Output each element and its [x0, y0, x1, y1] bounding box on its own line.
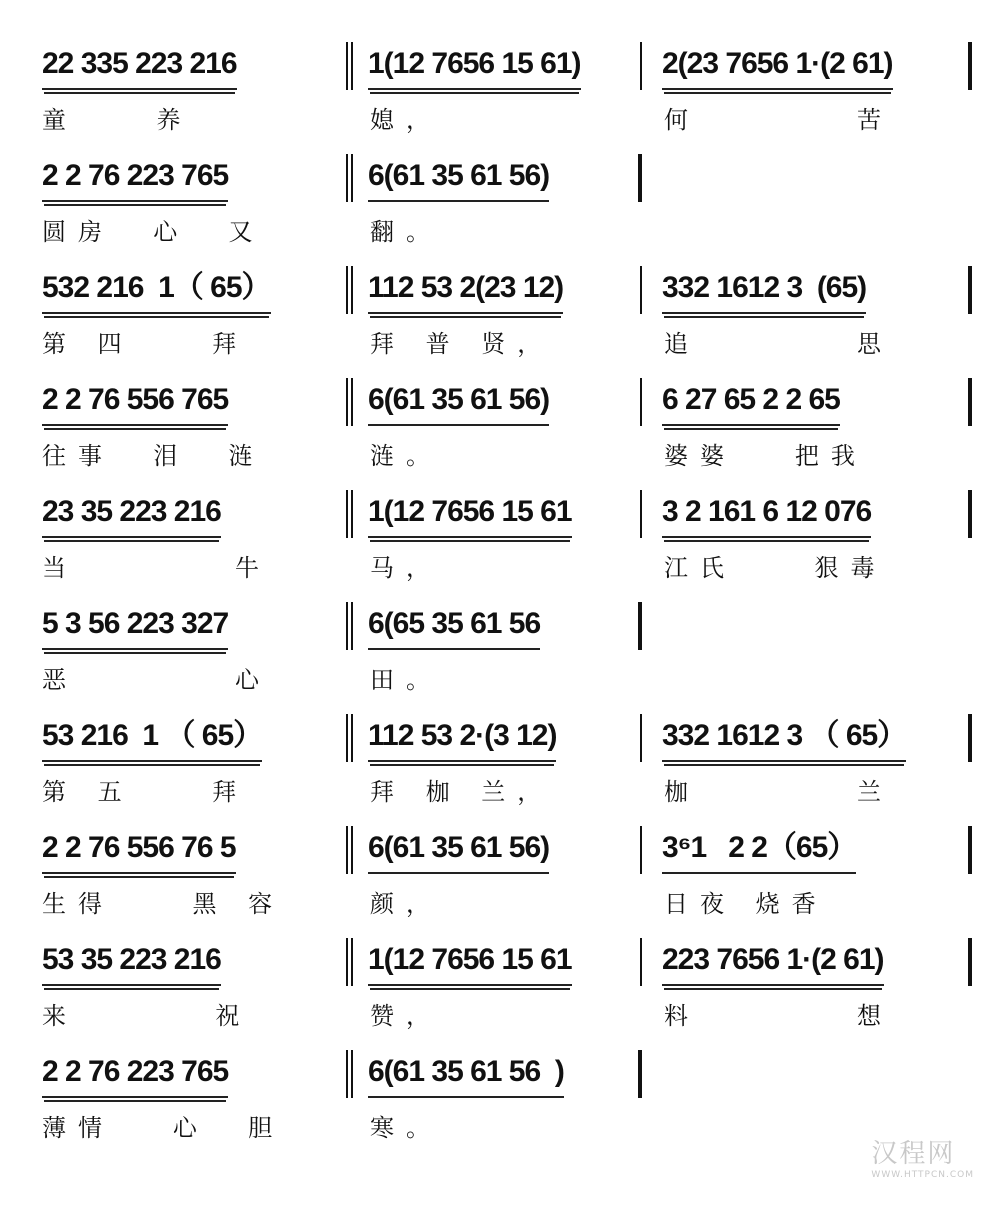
measure-group: 332 1612 3 （ 65）: [662, 712, 906, 762]
measure-group: 53 216 1 （ 65）: [42, 712, 262, 762]
lyrics-line: [0, 1108, 1000, 1148]
measure-group: 23 35 223 216: [42, 488, 221, 538]
lyric-text: 往事 泪 涟: [42, 442, 265, 470]
barline: [346, 490, 348, 538]
lyric-text: 第 四 拜: [42, 330, 249, 358]
end-barline: [968, 490, 972, 538]
measure-group: 2 2 76 556 765: [42, 376, 228, 426]
notation-line: [0, 486, 1000, 548]
lyric-text: 拜 普 贤，: [370, 330, 554, 358]
lyric-text: 田。: [370, 666, 442, 694]
measure-group: 6(61 35 61 56): [368, 824, 549, 874]
lyrics-line: [0, 660, 1000, 700]
score-row: [0, 150, 1000, 262]
score-row: [0, 1046, 1000, 1158]
barline: [346, 1050, 348, 1098]
notation-line: [0, 150, 1000, 212]
end-barline: [968, 378, 972, 426]
barline: [640, 826, 642, 874]
lyric-text: 来 祝: [42, 1002, 252, 1030]
lyric-text: 追 思: [664, 330, 894, 358]
notation-line: [0, 38, 1000, 100]
measure-group: 22 335 223 216: [42, 40, 237, 90]
notation-line: [0, 598, 1000, 660]
notation-line: [0, 710, 1000, 772]
lyric-text: 赞，: [370, 1002, 442, 1030]
notation-line: [0, 374, 1000, 436]
measure-group: 6(61 35 61 56 ): [368, 1048, 564, 1098]
score-row: [0, 486, 1000, 598]
barline: [640, 938, 642, 986]
lyric-text: 马，: [370, 554, 442, 582]
notation-line: [0, 262, 1000, 324]
barline: [351, 1050, 353, 1098]
barline: [346, 714, 348, 762]
lyric-text: 翻。: [370, 218, 442, 246]
measure-group: 532 216 1（ 65）: [42, 264, 271, 314]
barline: [351, 42, 353, 90]
barline: [346, 826, 348, 874]
lyrics-line: [0, 884, 1000, 924]
measure-group: 6(65 35 61 56: [368, 600, 540, 650]
barline: [346, 602, 348, 650]
end-barline: [968, 42, 972, 90]
measure-group: 6(61 35 61 56): [368, 152, 549, 202]
score-row: [0, 598, 1000, 710]
lyric-text: 何 苦: [664, 106, 894, 134]
lyric-text: 媳，: [370, 106, 442, 134]
watermark-url: WWW.HTTPCN.COM: [871, 1170, 974, 1180]
end-barline: [638, 1050, 642, 1098]
notation-line: [0, 1046, 1000, 1108]
score-row: [0, 374, 1000, 486]
measure-group: 1(12 7656 15 61: [368, 936, 572, 986]
end-barline: [968, 714, 972, 762]
lyric-text: 童 养: [42, 106, 193, 134]
lyric-text: 圆房 心 又: [42, 218, 265, 246]
end-barline: [968, 938, 972, 986]
lyric-text: 涟。: [370, 442, 442, 470]
measure-group: 2(23 7656 1·(2 61): [662, 40, 893, 90]
measure-group: 2 2 76 223 765: [42, 1048, 228, 1098]
barline: [346, 154, 348, 202]
lyrics-line: [0, 548, 1000, 588]
barline: [640, 714, 642, 762]
score-row: [0, 934, 1000, 1046]
barline: [351, 938, 353, 986]
score-row: [0, 822, 1000, 934]
lyrics-line: [0, 772, 1000, 812]
lyrics-line: [0, 324, 1000, 364]
barline: [640, 266, 642, 314]
barline: [351, 378, 353, 426]
barline: [640, 378, 642, 426]
barline: [640, 490, 642, 538]
measure-group: 3⁶1 2 2（65）: [662, 824, 856, 874]
barline: [351, 826, 353, 874]
measure-group: 112 53 2·(3 12): [368, 712, 556, 762]
measure-group: 6(61 35 61 56): [368, 376, 549, 426]
lyrics-line: [0, 100, 1000, 140]
lyric-text: 拜 枷 兰，: [370, 778, 554, 806]
barline: [640, 42, 642, 90]
measure-group: 112 53 2(23 12): [368, 264, 563, 314]
notation-line: [0, 822, 1000, 884]
lyric-text: 当 牛: [42, 554, 272, 582]
barline: [351, 602, 353, 650]
measure-group: 332 1612 3 (65): [662, 264, 866, 314]
lyric-text: 颜，: [370, 890, 442, 918]
measure-group: 3 2 161 6 12 076: [662, 488, 871, 538]
lyric-text: 日夜 烧香: [664, 890, 828, 918]
lyrics-line: [0, 436, 1000, 476]
measure-group: 1(12 7656 15 61: [368, 488, 572, 538]
lyrics-line: [0, 996, 1000, 1036]
barline: [351, 154, 353, 202]
barline: [346, 42, 348, 90]
lyric-text: 料 想: [664, 1002, 894, 1030]
barline: [346, 378, 348, 426]
lyric-text: 江氏 狠毒: [664, 554, 887, 582]
measure-group: 53 35 223 216: [42, 936, 221, 986]
score-row: [0, 710, 1000, 822]
end-barline: [638, 154, 642, 202]
score-row: [0, 262, 1000, 374]
lyrics-line: [0, 212, 1000, 252]
barline: [351, 266, 353, 314]
watermark-text: 汉程网: [871, 1139, 956, 1169]
lyric-text: 第 五 拜: [42, 778, 249, 806]
barline: [351, 490, 353, 538]
lyric-text: 寒。: [370, 1114, 442, 1142]
measure-group: 2 2 76 223 765: [42, 152, 228, 202]
score-row: [0, 38, 1000, 150]
measure-group: 2 2 76 556 76 5: [42, 824, 236, 874]
barline: [346, 266, 348, 314]
barline: [351, 714, 353, 762]
end-barline: [638, 602, 642, 650]
measure-group: 223 7656 1·(2 61): [662, 936, 884, 986]
lyric-text: 枷 兰: [664, 778, 894, 806]
lyric-text: 婆婆 把我: [664, 442, 867, 470]
lyric-text: 恶 心: [42, 666, 272, 694]
watermark-logo: [871, 1133, 974, 1180]
measure-group: 6 27 65 2 2 65: [662, 376, 840, 426]
end-barline: [968, 266, 972, 314]
barline: [346, 938, 348, 986]
measure-group: 5 3 56 223 327: [42, 600, 228, 650]
notation-line: [0, 934, 1000, 996]
lyric-text: 薄情 心 胆: [42, 1114, 285, 1142]
end-barline: [968, 826, 972, 874]
lyric-text: 生得 黑 容: [42, 890, 285, 918]
measure-group: 1(12 7656 15 61): [368, 40, 581, 90]
